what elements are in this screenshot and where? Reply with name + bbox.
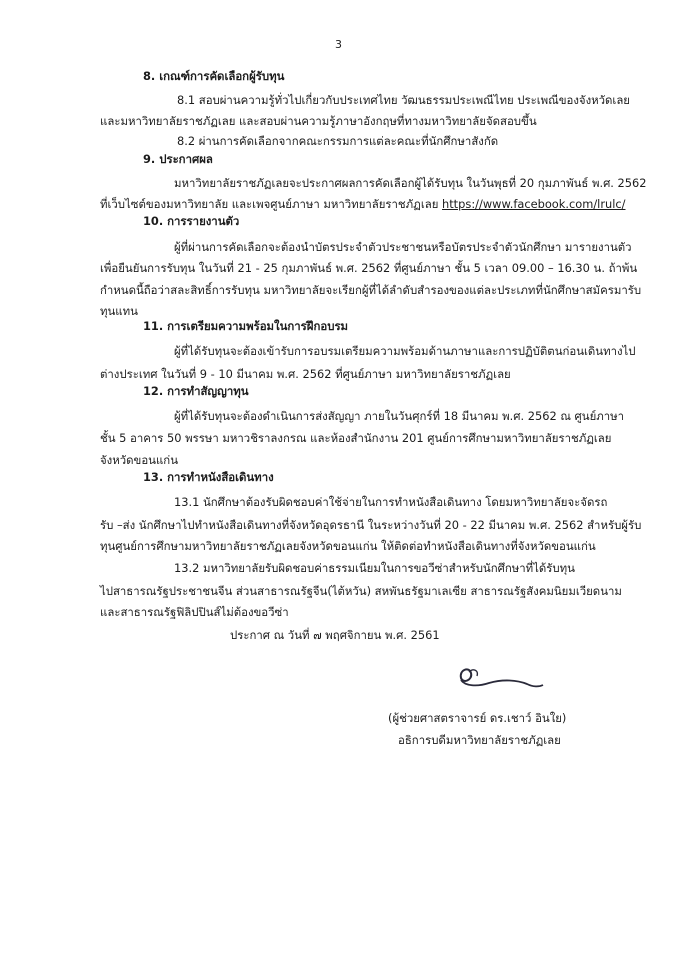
section-13-2-line-1: 13.2 มหาวิทยาลัยรับผิดชอบค่าธรรมเนียมในการขอวีซ่าสำหรับนักศึกษาที่ได้รับทุน (174, 561, 575, 575)
section-8-1-line-2: และมหาวิทยาลัยราชภัฏเลย และสอบผ่านความรู้ภาษาอังกฤษที่ทางมหาวิทยาลัยจัดสอบขึ้น (100, 114, 537, 128)
section-10-line-1: ผู้ที่ผ่านการคัดเลือกจะต้องนำบัตรประจำตัวประชาชนหรือบัตรประจำตัวนักศึกษา มารายงานตัว (174, 240, 632, 254)
section-12-heading: 12. การทำสัญญาทุน (143, 384, 249, 398)
section-10-line-2: เพื่อยืนยันการรับทุน ในวันที่ 21 - 25 กุมภาพันธ์ พ.ศ. 2562 ที่ศูนย์ภาษา ชั้น 5 เวลา 09.00 – 16.30 น. ถ้าพ้น (100, 261, 638, 275)
section-10-heading: 10. การรายงานตัว (143, 214, 240, 228)
signatory-title: อธิการบดีมหาวิทยาลัยราชภัฏเลย (398, 733, 561, 747)
section-12-line-1: ผู้ที่ได้รับทุนจะต้องดำเนินการส่งสัญญา ภายในวันศุกร์ที่ 18 มีนาคม พ.ศ. 2562 ณ ศูนย์ภาษา (174, 409, 625, 423)
section-13-2-line-3: และสาธารณรัฐฟิลิปปินส์ไม่ต้องขอวีซ่า (100, 605, 289, 619)
announcement-date: ประกาศ ณ วันที่ ๗ พฤศจิกายน พ.ศ. 2561 (230, 628, 440, 642)
section-8-2: 8.2 ผ่านการคัดเลือกจากคณะกรรมการแต่ละคณะที่นักศึกษาสังกัด (177, 134, 499, 148)
section-13-1-line-2: รับ –ส่ง นักศึกษาไปทำหนังสือเดินทางที่จังหวัดอุดรธานี ในระหว่างวันที่ 20 - 22 มีนาคม พ.ศ. 2562 สำหรับผู้รับ (100, 518, 642, 532)
section-13-1-line-1: 13.1 นักศึกษาต้องรับผิดชอบค่าใช้จ่ายในการทำหนังสือเดินทาง โดยมหาวิทยาลัยจะจัดรถ (174, 495, 608, 509)
section-10-line-3: กำหนดนี้ถือว่าสละสิทธิ์การรับทุน มหาวิทยาลัยจะเรียกผู้ที่ได้ลำดับสำรองของแต่ละประเภทที่นักศึกษาสมัครมารับ (100, 283, 642, 297)
section-11-line-2: ต่างประเทศ ในวันที่ 9 - 10 มีนาคม พ.ศ. 2562 ที่ศูนย์ภาษา มหาวิทยาลัยราชภัฏเลย (100, 367, 511, 381)
section-13-1-line-3: ทุนศูนย์การศึกษามหาวิทยาลัยราชภัฏเลยจังหวัดขอนแก่น ให้ติดต่อทำหนังสือเดินทางที่จังหวัดขอนแก่น (100, 539, 596, 553)
section-12-line-2: ชั้น 5 อาคาร 50 พรรษา มหาวชิราลงกรณ และห้องสำนักงาน 201 ศูนย์การศึกษามหาวิทยาลัยราชภัฏเลย (100, 431, 612, 445)
section-12-line-3: จังหวัดขอนแก่น (100, 453, 178, 467)
page-number: 3 (335, 38, 342, 51)
section-9-line-2 (100, 197, 626, 211)
section-9-heading: 9. ประกาศผล (143, 152, 213, 166)
section-11-line-1: ผู้ที่ได้รับทุนจะต้องเข้ารับการอบรมเตรียมความพร้อมด้านภาษาและการปฏิบัติตนก่อนเดินทางไป (174, 344, 636, 358)
section-9-line-1: มหาวิทยาลัยราชภัฏเลยจะประกาศผลการคัดเลือกผู้ได้รับทุน ในวันพุธที่ 20 กุมภาพันธ์ พ.ศ. 2562 (174, 176, 647, 190)
section-8-1-line-1: 8.1 สอบผ่านความรู้ทั่วไปเกี่ยวกับประเทศไทย วัฒนธรรมประเพณีไทย ประเพณีของจังหวัดเลย (177, 93, 630, 107)
section-11-heading: 11. การเตรียมความพร้อมในการฝึกอบรม (143, 319, 349, 333)
section-8-heading: 8. เกณฑ์การคัดเลือกผู้รับทุน (143, 69, 285, 83)
section-9-line-2-text: ที่เว็บไซต์ของมหาวิทยาลัย และเพจศูนย์ภาษา มหาวิทยาลัยราชภัฏเลย (100, 197, 439, 211)
section-13-2-line-2: ไปสาธารณรัฐประชาชนจีน ส่วนสาธารณรัฐจีน(ไต้หวัน) สหพันธรัฐมาเลเซีย สาธารณรัฐสังคมนิยมเวียดนาม (100, 584, 622, 598)
facebook-link[interactable]: https://www.facebook.com/lrulc/ (442, 197, 626, 211)
signature-mark (455, 660, 545, 700)
section-10-line-4: ทุนแทน (100, 304, 138, 318)
section-13-heading: 13. การทำหนังสือเดินทาง (143, 470, 274, 484)
signatory-name: (ผู้ช่วยศาสตราจารย์ ดร.เชาว์ อินใย) (388, 711, 567, 725)
